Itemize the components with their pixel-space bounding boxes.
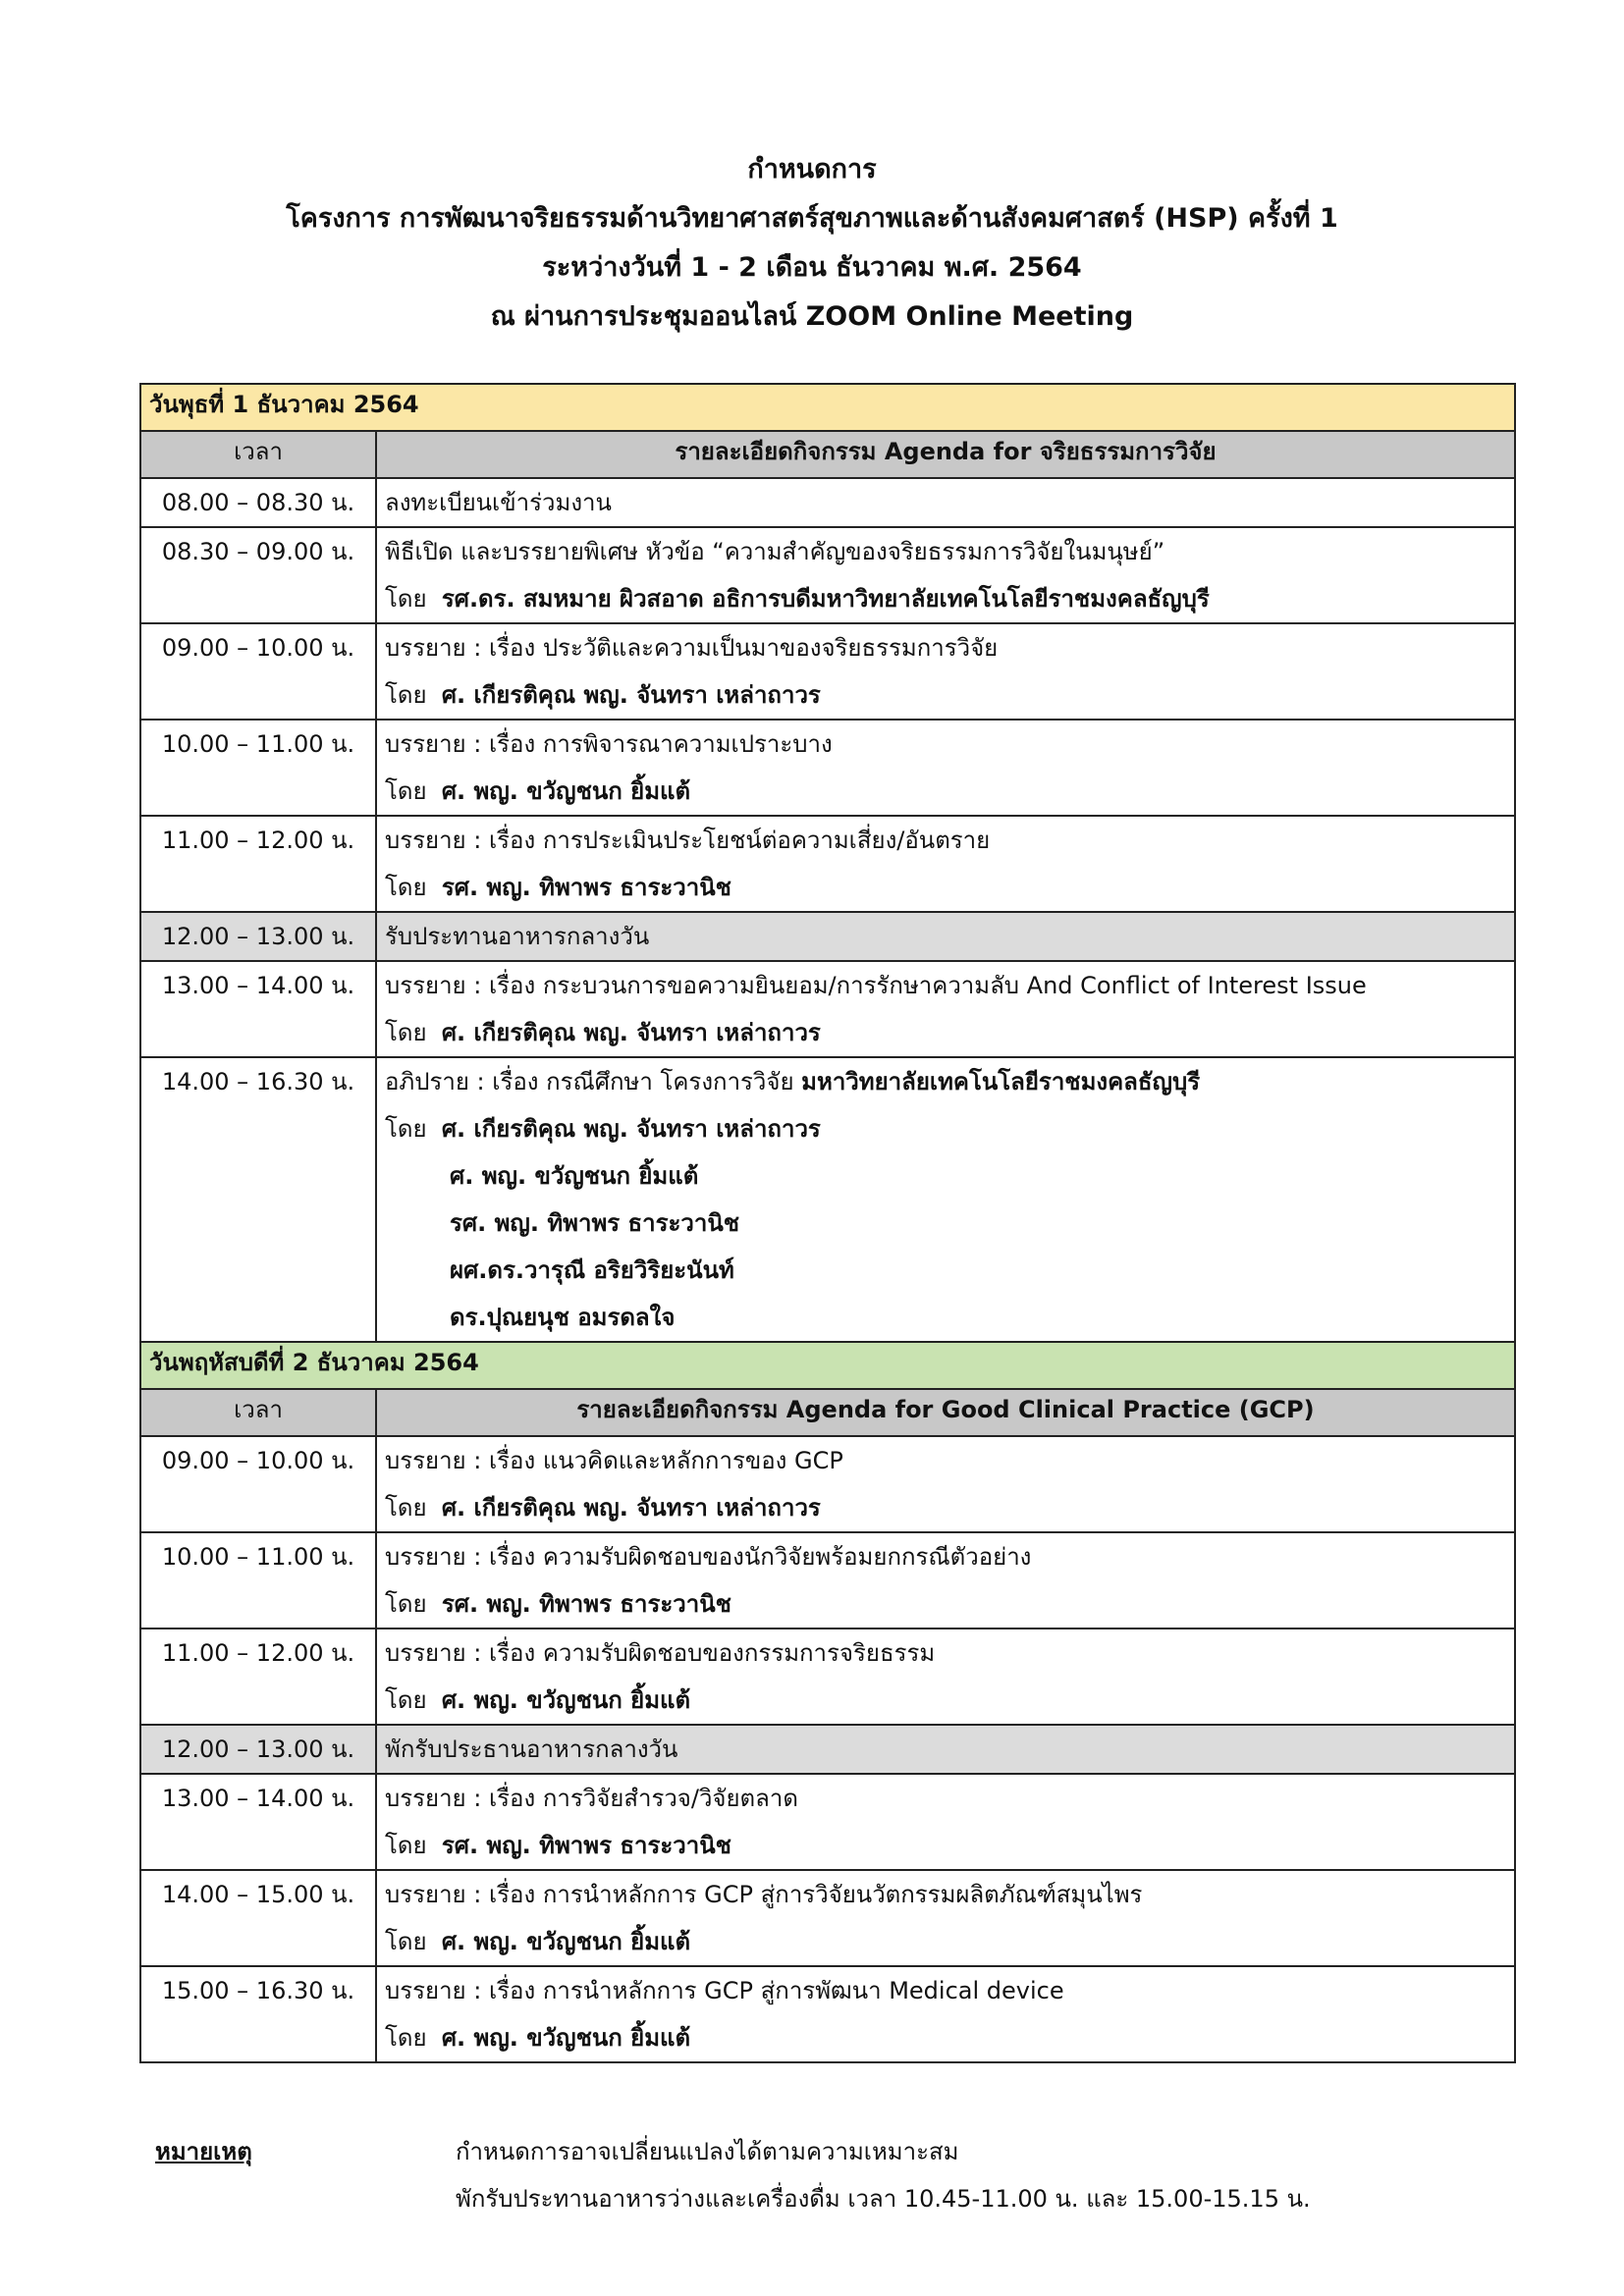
by-label: โดย (385, 777, 427, 805)
speaker-name: ศ. เกียรติคุณ พญ. จันทรา เหล่าถาวร (441, 1019, 821, 1046)
row-time: 13.00 – 14.00 น. (161, 972, 355, 999)
row-time: 08.30 – 09.00 น. (161, 538, 355, 565)
row-topic-org: มหาวิทยาลัยเทคโนโลยีราชมงคลธัญบุรี (801, 1068, 1201, 1095)
row-topic: บรรยาย : เรื่อง ความรับผิดชอบของกรรมการจริยธรรม (385, 1639, 936, 1667)
by-label: โดย (385, 681, 427, 709)
row-time: 08.00 – 08.30 น. (161, 489, 355, 516)
speaker-name: ศ. พญ. ขวัญชนก ยิ้มแต้ (441, 777, 691, 805)
by-label: โดย (385, 874, 427, 901)
row-time: 11.00 – 12.00 น. (161, 1639, 355, 1667)
row-topic: อภิปราย : เรื่อง กรณีศึกษา โครงการวิจัย (385, 1068, 802, 1095)
table-row (140, 1870, 1515, 1966)
by-label: โดย (385, 2024, 427, 2052)
speaker-name: ศ. พญ. ขวัญชนก ยิ้มแต้ (441, 1928, 691, 1955)
table-row (140, 816, 1515, 912)
event-venue: ณ ผ่านการประชุมออนไลน์ ZOOM Online Meeting (490, 301, 1134, 332)
speaker-name: รศ. พญ. ทิพาพร ธาระวานิช (441, 874, 731, 901)
row-time: 09.00 – 10.00 น. (161, 634, 355, 662)
day2-title: วันพฤหัสบดีที่ 2 ธันวาคม 2564 (140, 1342, 1515, 1389)
table-row (140, 720, 1515, 816)
event-dates: ระหว่างวันที่ 1 - 2 เดือน ธันวาคม พ.ศ. 2564 (542, 252, 1082, 283)
speaker-name: รศ.ดร. สมหมาย ผิวสอาด อธิการบดีมหาวิทยาลัยเทคโนโลยีราชมงคลธัญบุรี (441, 585, 1210, 613)
speaker-name: ศ. เกียรติคุณ พญ. จันทรา เหล่าถาวร (441, 1115, 821, 1143)
lunch-row (140, 912, 1515, 961)
speaker-name: ศ. เกียรติคุณ พญ. จันทรา เหล่าถาวร (441, 1494, 821, 1522)
day1-title-row (140, 384, 1515, 431)
table-row (140, 1966, 1515, 2062)
doc-title: กำหนดการ (747, 154, 877, 185)
speaker-name: ศ. เกียรติคุณ พญ. จันทรา เหล่าถาวร (441, 681, 821, 709)
table-row (140, 1629, 1515, 1725)
day2-title-row (140, 1342, 1515, 1389)
row-topic: บรรยาย : เรื่อง แนวคิดและหลักการของ GCP (385, 1447, 843, 1474)
by-label: โดย (385, 1115, 427, 1143)
by-label: โดย (385, 1494, 427, 1522)
row-time: 14.00 – 15.00 น. (161, 1881, 355, 1908)
lunch-row (140, 1725, 1515, 1774)
row-time: 12.00 – 13.00 น. (161, 923, 355, 950)
row-topic: บรรยาย : เรื่อง ประวัติและความเป็นมาของจริยธรรมการวิจัย (385, 634, 999, 662)
row-topic: บรรยาย : เรื่อง การประเมินประโยชน์ต่อความเสี่ยง/อันตราย (385, 827, 991, 854)
row-topic: พิธีเปิด และบรรยายพิเศษ หัวข้อ “ความสำคัญของจริยธรรมการวิจัยในมนุษย์” (385, 538, 1165, 565)
notes-label: หมายเหตุ (155, 2138, 252, 2165)
by-label: โดย (385, 1832, 427, 1859)
panelist-name: ดร.ปุณยนุช อมรดลใจ (450, 1304, 676, 1331)
by-label: โดย (385, 1019, 427, 1046)
table-row (140, 623, 1515, 720)
day2-column-header (140, 1389, 1515, 1436)
row-time: 12.00 – 13.00 น. (161, 1735, 355, 1763)
row-time: 11.00 – 12.00 น. (161, 827, 355, 854)
table-row (140, 478, 1515, 527)
by-label: โดย (385, 1590, 427, 1618)
panelist-name: ผศ.ดร.วารุณี อริยวิริยะนันท์ (450, 1256, 734, 1284)
note-line: กำหนดการอาจเปลี่ยนแปลงได้ตามความเหมาะสม (456, 2138, 959, 2165)
row-topic: บรรยาย : เรื่อง ความรับผิดชอบของนักวิจัยพร้อมยกกรณีตัวอย่าง (385, 1543, 1032, 1571)
col-detail-header: รายละเอียดกิจกรรม Agenda for จริยธรรมการวิจัย (376, 431, 1515, 478)
by-label: โดย (385, 585, 427, 613)
table-row (140, 1774, 1515, 1870)
by-label: โดย (385, 1928, 427, 1955)
agenda-table (139, 383, 1516, 2063)
speaker-name: ศ. พญ. ขวัญชนก ยิ้มแต้ (441, 2024, 691, 2052)
row-time: 13.00 – 14.00 น. (161, 1785, 355, 1812)
panelist-name: รศ. พญ. ทิพาพร ธาระวานิช (450, 1209, 740, 1237)
col-time-header: เวลา (140, 1389, 376, 1436)
panelist-name: ศ. พญ. ขวัญชนก ยิ้มแต้ (450, 1162, 699, 1190)
table-row (140, 1436, 1515, 1532)
project-name: โครงการ การพัฒนาจริยธรรมด้านวิทยาศาสตร์สุขภาพและด้านสังคมศาสตร์ (HSP) ครั้งที่ 1 (286, 203, 1338, 234)
speaker-name: ศ. พญ. ขวัญชนก ยิ้มแต้ (441, 1686, 691, 1714)
document-header (0, 145, 1624, 342)
col-time-header: เวลา (140, 431, 376, 478)
col-detail-header: รายละเอียดกิจกรรม Agenda for Good Clinical Practice (GCP) (376, 1389, 1515, 1436)
row-topic: รับประทานอาหารกลางวัน (385, 923, 650, 950)
row-topic: บรรยาย : เรื่อง กระบวนการขอความยินยอม/การรักษาความลับ And Conflict of Interest Issue (385, 972, 1367, 999)
row-time: 14.00 – 16.30 น. (161, 1068, 355, 1095)
note-line: พักรับประทานอาหารว่างและเครื่องดื่ม เวลา 10.45-11.00 น. และ 15.00-15.15 น. (456, 2185, 1311, 2213)
row-time: 09.00 – 10.00 น. (161, 1447, 355, 1474)
day1-title: วันพุธที่ 1 ธันวาคม 2564 (140, 384, 1515, 431)
row-topic: บรรยาย : เรื่อง การนำหลักการ GCP สู่การวิจัยนวัตกรรมผลิตภัณฑ์สมุนไพร (385, 1881, 1143, 1908)
table-row (140, 527, 1515, 623)
table-row (140, 1532, 1515, 1629)
row-topic: บรรยาย : เรื่อง การนำหลักการ GCP สู่การพัฒนา Medical device (385, 1977, 1064, 2004)
row-topic: พักรับประธานอาหารกลางวัน (385, 1735, 678, 1763)
table-row (140, 961, 1515, 1057)
row-time: 15.00 – 16.30 น. (161, 1977, 355, 2004)
row-time: 10.00 – 11.00 น. (161, 1543, 355, 1571)
row-topic: บรรยาย : เรื่อง การพิจารณาความเปราะบาง (385, 730, 833, 758)
table-row (140, 1057, 1515, 1342)
row-topic: บรรยาย : เรื่อง การวิจัยสำรวจ/วิจัยตลาด (385, 1785, 798, 1812)
row-time: 10.00 – 11.00 น. (161, 730, 355, 758)
speaker-name: รศ. พญ. ทิพาพร ธาระวานิช (441, 1590, 731, 1618)
by-label: โดย (385, 1686, 427, 1714)
day1-column-header (140, 431, 1515, 478)
row-topic: ลงทะเบียนเข้าร่วมงาน (385, 489, 612, 516)
speaker-name: รศ. พญ. ทิพาพร ธาระวานิช (441, 1832, 731, 1859)
